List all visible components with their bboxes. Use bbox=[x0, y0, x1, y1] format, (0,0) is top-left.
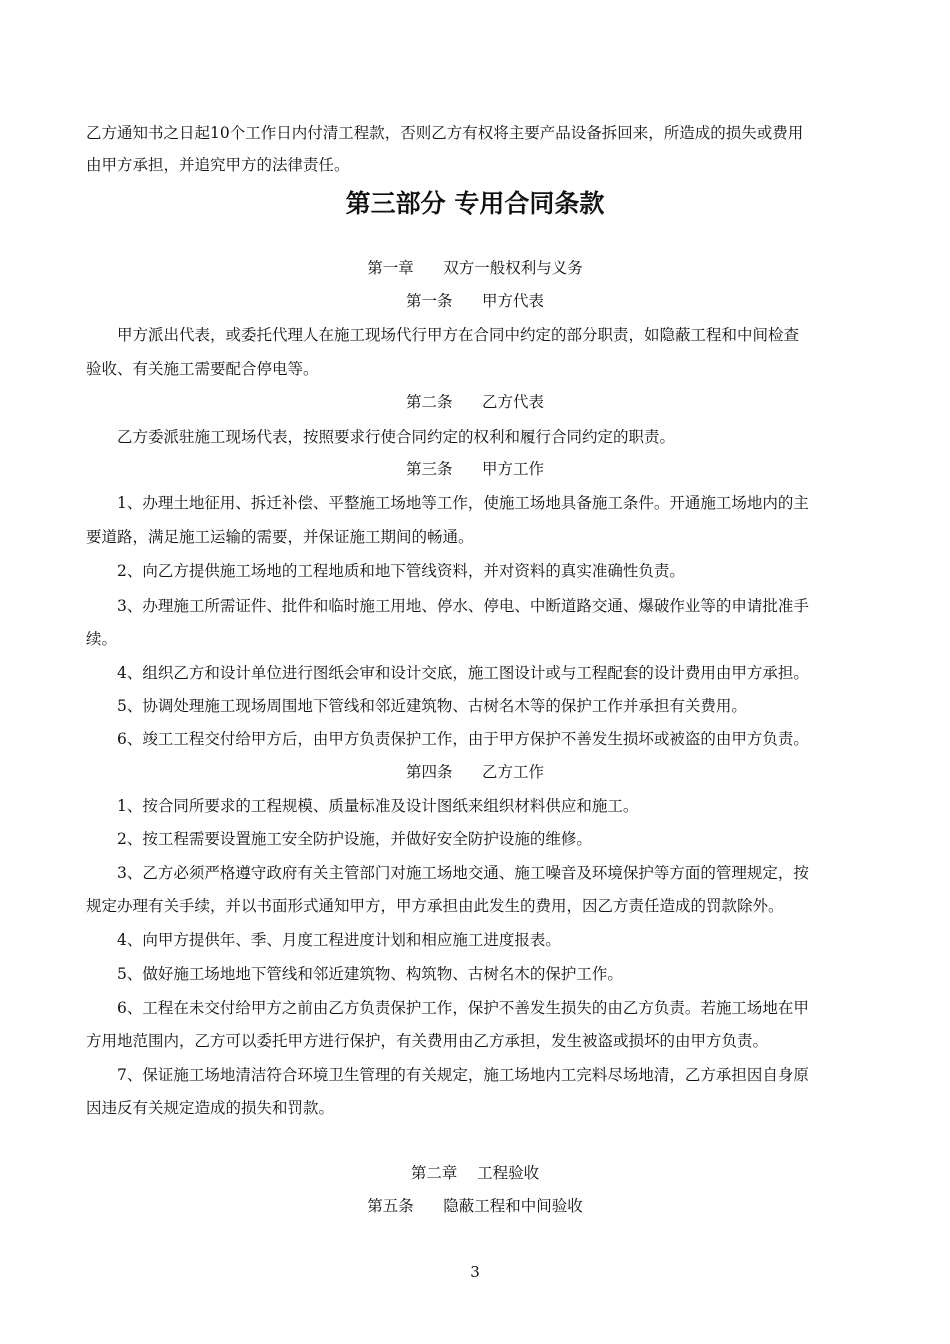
list-item: 6、竣工工程交付给甲方后，由甲方负责保护工作，由于甲方保护不善发生损坏或被盗的由甲方负责。 bbox=[117, 730, 809, 748]
list-item-continuation: 规定办理有关手续，并以书面形式通知甲方，甲方承担由此发生的费用，因乙方责任造成的罚款除外。 bbox=[86, 897, 784, 915]
article-heading: 第五条 隐蔽工程和中间验收 bbox=[367, 1197, 583, 1215]
list-item-continuation: 因违反有关规定造成的损失和罚款。 bbox=[86, 1099, 335, 1117]
chapter-heading: 第二章 工程验收 bbox=[410, 1164, 540, 1182]
list-item-continuation: 要道路，满足施工运输的需要，并保证施工期间的畅通。 bbox=[86, 528, 474, 546]
intro-line: 乙方通知书之日起10个工作日内付清工程款，否则乙方有权将主要产品设备拆回来，所造成的损失或费用 bbox=[86, 124, 804, 142]
list-item-continuation: 续。 bbox=[86, 630, 118, 648]
article-heading: 第二条 乙方代表 bbox=[405, 393, 545, 411]
paragraph-line: 验收、有关施工需要配合停电等。 bbox=[86, 360, 319, 378]
list-item: 6、工程在未交付给甲方之前由乙方负责保护工作，保护不善发生损失的由乙方负责。若施工场地在甲 bbox=[117, 999, 809, 1017]
article-heading: 第一条 甲方代表 bbox=[405, 292, 545, 310]
intro-line: 由甲方承担，并追究甲方的法律责任。 bbox=[86, 156, 350, 174]
article-heading: 第四条 乙方工作 bbox=[405, 763, 545, 781]
paragraph-line: 甲方派出代表，或委托代理人在施工现场代行甲方在合同中约定的部分职责，如隐蔽工程和中间检查 bbox=[117, 326, 800, 344]
list-item: 3、乙方必须严格遵守政府有关主管部门对施工场地交通、施工噪音及环境保护等方面的管理规定，按 bbox=[117, 864, 809, 882]
list-item: 2、按工程需要设置施工安全防护设施，并做好安全防护设施的维修。 bbox=[117, 830, 592, 848]
list-item: 1、办理土地征用、拆迁补偿、平整施工场地等工作，使施工场地具备施工条件。开通施工场地内的主 bbox=[117, 494, 809, 512]
list-item: 2、向乙方提供施工场地的工程地质和地下管线资料，并对资料的真实准确性负责。 bbox=[117, 562, 685, 580]
list-item: 3、办理施工所需证件、批件和临时施工用地、停水、停电、中断道路交通、爆破作业等的申请批准手 bbox=[117, 597, 809, 615]
list-item: 4、向甲方提供年、季、月度工程进度计划和相应施工进度报表。 bbox=[117, 931, 561, 949]
list-item-continuation: 方用地范围内，乙方可以委托甲方进行保护，有关费用由乙方承担，发生被盗或损坏的由甲方负责。 bbox=[86, 1032, 769, 1050]
list-item: 5、协调处理施工现场周围地下管线和邻近建筑物、古树名木等的保护工作并承担有关费用。 bbox=[117, 697, 747, 715]
list-item: 7、保证施工场地清洁符合环境卫生管理的有关规定，施工场地内工完料尽场地清，乙方承担因自身原 bbox=[117, 1066, 809, 1084]
list-item: 4、组织乙方和设计单位进行图纸会审和设计交底，施工图设计或与工程配套的设计费用由甲方承担。 bbox=[117, 664, 809, 682]
chapter-heading: 第一章 双方一般权利与义务 bbox=[367, 259, 583, 277]
page-number: 3 bbox=[470, 1263, 480, 1281]
article-heading: 第三条 甲方工作 bbox=[405, 460, 545, 478]
list-item: 5、做好施工场地地下管线和邻近建筑物、构筑物、古树名木的保护工作。 bbox=[117, 965, 623, 983]
paragraph-line: 乙方委派驻施工现场代表，按照要求行使合同约定的权利和履行合同约定的职责。 bbox=[117, 428, 676, 446]
list-item: 1、按合同所要求的工程规模、质量标准及设计图纸来组织材料供应和施工。 bbox=[117, 797, 639, 815]
part-title: 第三部分 专用合同条款 bbox=[345, 189, 605, 218]
